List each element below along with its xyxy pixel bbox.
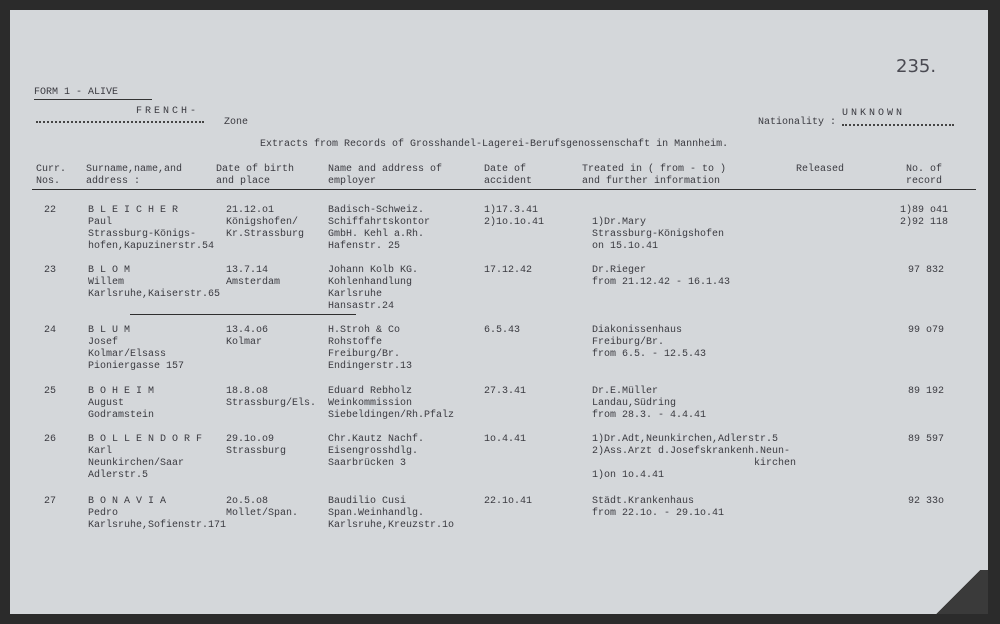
row-nos: 23 [44, 265, 57, 276]
row-employer: Eduard Rebholz Weinkommission Siebeldingen/Rh.Pfalz [328, 386, 455, 421]
zone-value: FRENCH- [136, 106, 200, 117]
header-birth: Date of birth and place [216, 164, 295, 187]
row-treated: Diakonissenhaus Freiburg/Br. from 6.5. - 12.5.43 [592, 325, 707, 360]
row-record: 99 o79 [908, 325, 945, 336]
row-birth: 29.1o.o9 Strassburg [226, 434, 287, 457]
row-name: B O H E I M August Godramstein [88, 386, 155, 421]
row-accident: 22.1o.41 [484, 496, 533, 507]
row-treated: Dr.E.Müller Landau,Südring from 28.3. - 4.4.41 [592, 386, 707, 421]
row-employer: Badisch-Schweiz. Schiffahrtskontor GmbH. Kehl a.Rh. Hafenstr. 25 [328, 205, 431, 252]
header-surname: Surname,name,and address : [86, 164, 183, 187]
row-accident: 17.12.42 [484, 265, 533, 276]
row-nos: 24 [44, 325, 57, 336]
header-treated: Treated in ( from - to ) and further information [582, 164, 727, 187]
row-treated: 1)Dr.Adt,Neunkirchen,Adlerstr.5 2)Ass.Arzt d.Josefskrankenh.Neun- kirchen 1)on 1o.4.41 [592, 434, 797, 481]
row-name: B O L L E N D O R F Karl Neunkirchen/Saar Adlerstr.5 [88, 434, 203, 481]
row-birth: 21.12.o1 Königshofen/ Kr.Strassburg [226, 205, 305, 240]
row-name: B O N A V I A Pedro Karlsruhe,Sofienstr.171 [88, 496, 227, 531]
row-treated: Städt.Krankenhaus from 22.1o. - 29.1o.41 [592, 496, 725, 519]
row-treated: 1)Dr.Mary Strassburg-Königshofen on 15.1o.41 [592, 217, 725, 252]
row-employer: Baudilio Cusi Span.Weinhandlg. Karlsruhe,Kreuzstr.1o [328, 496, 455, 531]
row-birth: 2o.5.o8 Mollet/Span. [226, 496, 299, 519]
row-record: 1)89 o41 2)92 118 [900, 205, 949, 228]
row-accident: 1o.4.41 [484, 434, 527, 445]
hand-drawn-line [130, 314, 356, 315]
row-record: 92 33o [908, 496, 945, 507]
page-corner-fold [928, 570, 988, 614]
nationality-value: UNKNOWN [842, 108, 906, 119]
row-name: B L O M Willem Karlsruhe,Kaiserstr.65 [88, 265, 221, 300]
row-nos: 25 [44, 386, 57, 397]
nationality-dotted-line [842, 124, 954, 126]
row-accident: 27.3.41 [484, 386, 527, 397]
header-rule [32, 189, 976, 190]
row-birth: 13.7.14 Amsterdam [226, 265, 281, 288]
row-accident: 1)17.3.41 2)1o.1o.41 [484, 205, 545, 228]
row-treated: Dr.Rieger from 21.12.42 - 16.1.43 [592, 265, 731, 288]
row-record: 97 832 [908, 265, 945, 276]
header-employer: Name and address of employer [328, 164, 443, 187]
row-name: B L U M Josef Kolmar/Elsass Pioniergasse 157 [88, 325, 185, 372]
row-birth: 13.4.o6 Kolmar [226, 325, 269, 348]
row-employer: H.Stroh & Co Rohstoffe Freiburg/Br. Endingerstr.13 [328, 325, 413, 372]
row-accident: 6.5.43 [484, 325, 521, 336]
header-curr-nos: Curr. Nos. [36, 164, 67, 187]
header-released: Released [796, 164, 845, 175]
row-record: 89 597 [908, 434, 945, 445]
row-nos: 22 [44, 205, 57, 216]
zone-dotted-line [36, 121, 204, 123]
form-label: FORM 1 - ALIVE [34, 87, 119, 98]
header-record: No. of record [906, 164, 943, 187]
row-nos: 26 [44, 434, 57, 445]
row-record: 89 192 [908, 386, 945, 397]
nationality-label: Nationality : [758, 117, 837, 128]
row-birth: 18.8.o8 Strassburg/Els. [226, 386, 317, 409]
page-number: 235. [896, 56, 937, 77]
row-employer: Johann Kolb KG. Kohlenhandlung Karlsruhe Hansastr.24 [328, 265, 419, 312]
row-nos: 27 [44, 496, 57, 507]
document-title: Extracts from Records of Grosshandel-Lagerei-Berufsgenossenschaft in Mannheim. [260, 139, 729, 150]
form-label-underline [34, 99, 152, 100]
row-name: B L E I C H E R Paul Strassburg-Königs- hofen,Kapuzinerstr.54 [88, 205, 215, 252]
row-employer: Chr.Kautz Nachf. Eisengrosshdlg. Saarbrücken 3 [328, 434, 425, 469]
zone-label: Zone [224, 117, 249, 128]
header-accident: Date of accident [484, 164, 533, 187]
document-page [10, 10, 988, 614]
